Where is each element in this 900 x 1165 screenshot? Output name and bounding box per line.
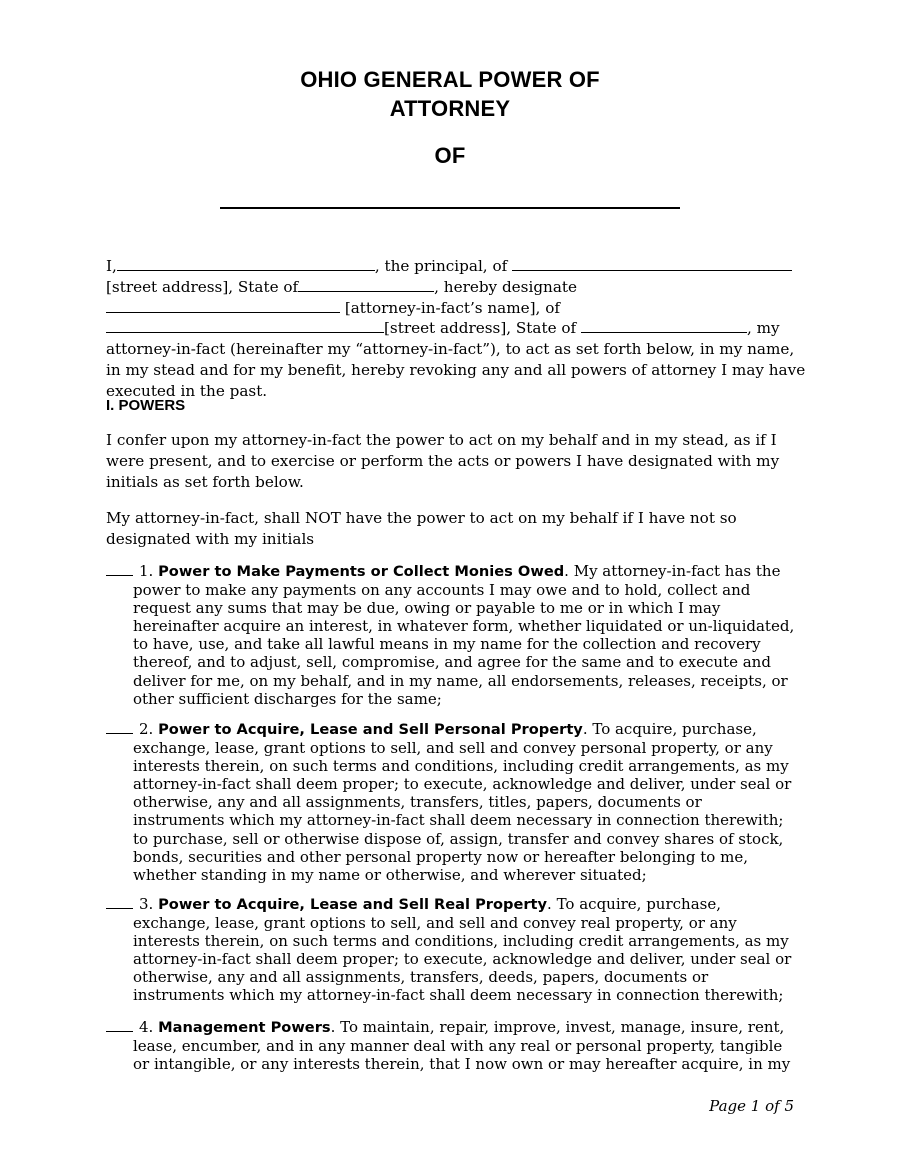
principal-name-field[interactable] (117, 256, 375, 271)
power-title-3: Power to Acquire, Lease and Sell Real Property (158, 896, 548, 913)
power-text-3: . To acquire, purchase, exchange, lease, grant options to sell, and sell and convey real property, or any interests therein, on such terms and conditions, including credit arrangements, as my attorney-in-fact shall deem proper; to execute, acknowledge and deliver, under seal or otherwise, any and all assignments, transfers, deeds, papers, documents or instruments which my attorney-in-fact shall deem necessary in connection therewith; (133, 895, 792, 1005)
intro-text-5: [attorney-in-fact’s name], of (344, 298, 560, 317)
power-title-2: Power to Acquire, Lease and Sell Personal Property (158, 721, 583, 738)
intro-text-6: [street address], State of (384, 319, 577, 338)
power-text-4: . To maintain, repair, improve, invest, manage, insure, rent, lease, encumber, and in any manner deal with any real or personal property, tangible or intangible, or any interests therein, that I now own or may hereafter acquire, in my (133, 1018, 791, 1074)
power-item-3 (106, 895, 796, 1005)
page-number-footer: Page 1 of 5 (709, 1097, 794, 1115)
initials-blank-3[interactable] (106, 895, 133, 909)
power-item-4 (106, 1018, 796, 1073)
intro-text-7: , my attorney-in-fact (hereinafter my “attorney-in-fact”), to act as set forth below, in my name, in my stead and for my benefit, hereby revoking any and all powers of attorney I may have executed in the past. (106, 319, 806, 400)
power-number-4: 4. (139, 1018, 154, 1036)
power-number-1: 1. (139, 562, 154, 580)
intro-text-2: , the principal, of (374, 257, 513, 275)
document-title-line-3: OF (434, 143, 466, 168)
principal-state-field[interactable] (298, 277, 434, 292)
document-title-line-2: ATTORNEY (389, 96, 511, 121)
section-heading-powers: I. POWERS (106, 397, 186, 414)
intro-text-3: [street address], State of (106, 277, 299, 296)
principal-name-blank[interactable] (220, 207, 680, 209)
power-item-2 (106, 720, 796, 884)
attorney-address-field[interactable] (106, 318, 384, 333)
not-have-paragraph: My attorney-in-fact, shall NOT have the power to act on my behalf if I have not so designated with my initials (106, 509, 737, 548)
attorney-state-field[interactable] (581, 318, 747, 333)
initials-blank-4[interactable] (106, 1018, 133, 1032)
power-text-2: . To acquire, purchase, exchange, lease, grant options to sell, and sell and convey personal property, or any interests therein, on such terms and conditions, including credit arrangements, as my attorney-in-fact shall deem proper; to execute, acknowledge and deliver, under seal or otherwise, any and all assignments, transfers, titles, papers, documents or instruments which my attorney-in-fact shall deem necessary in connection therewith; to purchase, sell or otherwise dispose of, assign, transfer and convey shares of stock, bonds, securities and other personal property now or hereafter belonging to me, whether standing in my name or otherwise, and wherever situated; (133, 720, 792, 884)
power-title-4: Management Powers (158, 1019, 331, 1036)
power-text-1: . My attorney-in-fact has the power to make any payments on any accounts I may owe and to hold, collect and request any sums that may be due, owing or payable to me or in which I may hereinafter acquire an interest, in whatever form, whether liquidated or un-liquidated, to have, use, and take all lawful means in my name for the collection and recovery thereof, and to adjust, sell, compromise, and agree for the same and to execute and deliver for me, on my behalf, and in my name, all endorsements, releases, receipts, or other sufficient discharges for the same; (133, 562, 795, 708)
initials-blank-2[interactable] (106, 720, 133, 734)
intro-text-4: , hereby designate (434, 277, 577, 296)
document-title-line-1: OHIO GENERAL POWER OF (300, 67, 600, 92)
power-item-1 (106, 562, 796, 708)
initials-blank-1[interactable] (106, 562, 133, 576)
power-number-3: 3. (139, 895, 154, 913)
power-title-1: Power to Make Payments or Collect Monies Owed (158, 563, 565, 580)
intro-paragraph (106, 256, 806, 402)
power-number-2: 2. (139, 720, 154, 738)
principal-address-field[interactable] (512, 256, 792, 271)
attorney-name-field[interactable] (106, 298, 340, 313)
confer-paragraph: I confer upon my attorney-in-fact the power to act on my behalf and in my stead, as if I were present, and to exercise or perform the acts or powers I have designated with my initials as set forth below. (106, 431, 780, 491)
intro-text-1: I, (106, 257, 117, 275)
